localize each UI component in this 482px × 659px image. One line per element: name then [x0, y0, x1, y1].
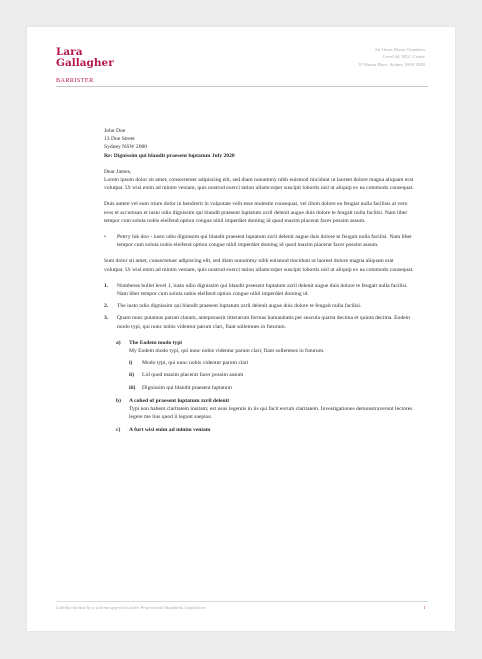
roman-item: [129, 359, 414, 367]
paragraph: Lorem ipsum dolor sit amet, consectetuer adipiscing elit, sed diam nonummy nibh euismod tincidunt ut laoreet dolore magna aliquam erat volutpat. Ut wisi enim ad minim veniam, quis nostrud exerci tation ullamcorper suscipit lobortis nisl ut aliquip ex ea commodo consequat.: [104, 177, 414, 192]
bullet-text: Petrry lok doo - iusto odio dignissim qui blandit praesent luptatum zzril delenit augue duis dolore te feugait nulla facilisi. Nam liber tempor cum soluta nobis eleifend option congue nihil imperdiet doming id quod mazim placerat facer possim assum.: [117, 234, 412, 249]
sub-item-text: Typi non habent claritatem insitam; est usus legentis in iis qui facit eorum claritatem. Investigationes demonstraverunt lectores legere me lius quod ii legunt saepius.: [129, 406, 413, 421]
sub-item-mark: c): [116, 427, 121, 434]
page-number: 1: [423, 605, 426, 610]
sub-item: [116, 426, 414, 434]
roman-mark: i): [129, 360, 133, 367]
numbered-item: [104, 302, 414, 310]
sub-item-title: A furt wisi enim ad minim veniam: [129, 427, 211, 434]
name-last: Gallagher: [56, 57, 114, 69]
address-line: Sir Owen Dixon Chambers: [375, 47, 425, 52]
item-number: 1.: [104, 282, 109, 289]
footer-divider: [56, 601, 428, 602]
sub-item-mark: b): [116, 397, 121, 404]
footer-disclaimer: Liability limited by a scheme approved under Professional Standards Legislation: [56, 605, 205, 610]
item-text: Quam nunc putamus parum claram, anteposuerit litterarum formas humanitatis per seacula quarta decima et quinta decima. Eodem modo typi, qui nunc nobis videntur parum clari, fiant sollemnes in futurum.: [117, 315, 410, 330]
header-divider: [56, 86, 428, 87]
subject-line: Re: Dignissim qui blandit praesent luptatum July 2020: [104, 152, 235, 159]
sub-item-text: My Eodem modo typi, qui nunc nobis videntur parum clari, fiant sollemnes in futurum.: [129, 348, 325, 355]
sub-item-title: The Eodem modo typi: [129, 339, 182, 346]
sub-item-mark: a): [116, 339, 121, 346]
address-line: Level 64, MLC Centre: [383, 54, 425, 60]
bullet-mark: •: [104, 234, 106, 241]
roman-text: Lid quod mazim placerat facer possim assum: [142, 372, 244, 379]
paragraph: Sum dolor sit amet, consectetuer adipiscing elit, sed diam nonummy nibh euismod tincidunt ut laoreet dolore magna aliquam erat volutpat. Ut wisi enim ad minim veniam, quis nostrud exerci tation ullamcorper suscipit lobortis nisl ut aliquip ex ea commodo consequat.: [104, 258, 414, 273]
bullet-item: [104, 233, 414, 249]
sub-item-title: A cohed of praesent luptatum zzril delenit: [129, 397, 230, 404]
chambers-address: [358, 46, 425, 68]
numbered-item: [104, 314, 414, 330]
address-line: 19 Martin Place, Sydney NSW 2000: [357, 61, 425, 67]
roman-item: [129, 384, 414, 392]
item-text: Numberes bullet level 1, iusto odio dignissim qui blandit praesent luptatum zzril delenit augue duis dolore te feugait nulla facilisi. Nam liber tempor cum soluta nobis eleifend option congue nihil imperdiet doming id.: [117, 282, 408, 298]
roman-text: Dignissim qui blandit praesent luptatum: [142, 384, 232, 391]
roman-mark: iii): [129, 384, 136, 391]
item-number: 2.: [104, 303, 109, 310]
recipient-street: 13 Doe Street: [104, 136, 135, 143]
item-number: 3.: [104, 315, 109, 322]
roman-item: [129, 371, 414, 379]
barrister-name: [56, 47, 114, 69]
sub-item: [116, 397, 414, 422]
letter-body: [104, 127, 414, 435]
recipient-name: John Doe: [104, 128, 126, 134]
name-first: Lara: [56, 46, 83, 58]
roman-mark: ii): [129, 372, 134, 379]
recipient-city: Sydney NSW 2000: [104, 144, 148, 151]
item-text: The iusto odio dignissim qui blandit praesent luptatum zzril delenit augue duis dolore te feugait nulla facilisi.: [117, 303, 362, 310]
barrister-role: BARRISTER: [56, 77, 94, 84]
roman-text: Modo typi, qui nunc nobis videntur parum clari: [142, 360, 249, 367]
numbered-item: [104, 282, 414, 298]
sub-item: [116, 339, 414, 392]
salutation: Dear James,: [104, 168, 132, 175]
paragraph: Duis autem vel eum iriure dolor in hendrerit in vulputate velit esse molestie consequat, vel illum dolore eu feugiat nulla facilisis at vero eros et accumsan et iusto odio dignissim qui blandit praesent luptatum zzril delenit augue duis dolore te feugait nulla facilisi. Nam liber tempor cum soluta nobis eleifend option congue nihil imperdiet doming id quod mazim placerat facer possim assum.: [104, 201, 408, 224]
